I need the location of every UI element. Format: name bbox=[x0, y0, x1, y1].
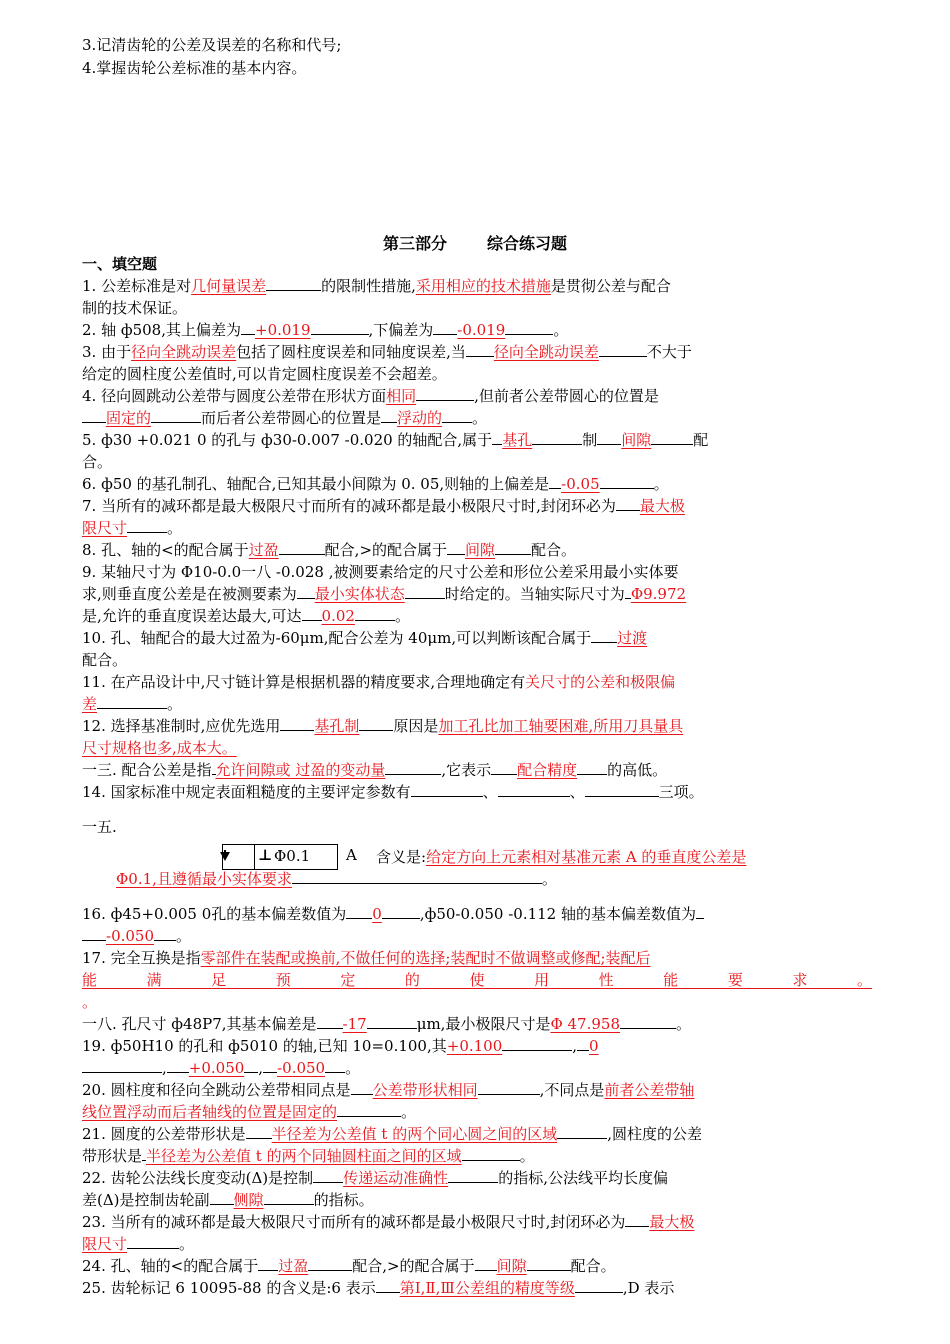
question-25: 25. 齿轮标记 6 10095-88 的含义是:6 表示 第Ⅰ,Ⅱ,Ⅲ公差组的精度等级 ,D 表示 bbox=[82, 1279, 675, 1297]
question-3-line-2: 给定的圆柱度公差值时,可以肯定圆柱度误差不会超差。 bbox=[82, 365, 447, 383]
question-20-line-1: 20. 圆柱度和径向全跳动公差带相同点是 公差带形状相同 ,不同点是前者公差带轴 bbox=[82, 1081, 695, 1099]
answer-text: 基孔制 bbox=[314, 717, 360, 735]
answer-text: 过渡 bbox=[617, 629, 648, 647]
answer-text: 固定的 bbox=[106, 409, 152, 427]
answer-text: 线位置浮动而后者轴线的位置是固定的 bbox=[82, 1103, 338, 1121]
answer-text: 间隙 bbox=[465, 541, 496, 559]
answer-text: 半径差为公差值 t 的两个同轴圆柱面之间的区域 bbox=[146, 1147, 462, 1165]
answer-text: 径向全跳动误差 bbox=[131, 343, 237, 361]
answer-text: 0 bbox=[372, 905, 382, 923]
answer-text: 基孔 bbox=[502, 431, 533, 449]
section-heading: 一、填空题 bbox=[82, 255, 158, 273]
question-15-line-1: 含义是:给定方向上元素相对基准元素 A 的垂直度公差是 bbox=[376, 848, 747, 866]
question-9-line-2: 求,则垂直度公差是在被测要素为 最小实体状态 时给定的。当轴实际尺寸为 Φ9.972 bbox=[82, 585, 687, 603]
question-12-line-1: 12. 选择基准制时,应优先选用 基孔制 原因是加工孔比加工轴要困难,所用刀具量具 bbox=[82, 717, 684, 735]
question-23-line-2: 限尺寸 。 bbox=[82, 1235, 195, 1253]
answer-text: -0.050 bbox=[277, 1059, 326, 1077]
answer-text: 相同 bbox=[386, 387, 417, 405]
question-16-line-1: 16. ф45+0.005 0孔的基本偏差数值为 0 ,ф50-0.050 -0.112 轴的基本偏差数值为 bbox=[82, 903, 872, 925]
question-5-line-1: 5. ф30 +0.021 0 的孔与 ф30-0.007 -0.020 的轴配合,属于 基孔 制 间隙 配 bbox=[82, 431, 709, 449]
question-17-line-1: 17. 完全互换是指零部件在装配或换前,不做任何的选择;装配时不做调整或修配;装配后 bbox=[82, 949, 651, 967]
answer-text: 前者公差带轴 bbox=[604, 1081, 695, 1099]
answer-text: +0.019 bbox=[255, 321, 311, 339]
question-2: 2. 轴 ф508,其上偏差为 +0.019 ,下偏差为 -0.019 。 bbox=[82, 321, 569, 339]
answer-text: 限尺寸 bbox=[82, 1235, 128, 1253]
answer-text: -17 bbox=[342, 1015, 367, 1033]
answer-text: -0.019 bbox=[457, 321, 506, 339]
answer-text: 第Ⅰ,Ⅱ,Ⅲ公差组的精度等级 bbox=[399, 1279, 575, 1297]
answer-text: 尺寸规格也多,成本大。 bbox=[82, 739, 237, 757]
question-14: 14. 国家标准中规定表面粗糙度的主要评定参数有 、 、 三项。 bbox=[82, 783, 704, 801]
answer-text: 加工孔比加工轴要困难,所用刀具量具 bbox=[438, 717, 684, 735]
answer-text: 差 bbox=[82, 695, 98, 713]
question-10-line-1: 10. 孔、轴配合的最大过盈为-60μm,配合公差为 40μm,可以判断该配合属于 过渡 bbox=[82, 629, 648, 647]
answer-text: 径向全跳动误差 bbox=[493, 343, 599, 361]
question-7-line-2: 限尺寸 。 bbox=[82, 519, 183, 537]
answer-text: 传递运动准确性 bbox=[343, 1169, 449, 1187]
answer-text: 过盈 bbox=[278, 1257, 309, 1275]
question-4-line-1: 4. 径向圆跳动公差带与圆度公差带在形状方面相同 ,但前者公差带圆心的位置是 bbox=[82, 387, 659, 405]
answer-text: Φ9.972 bbox=[630, 585, 687, 603]
intro-item-4: 4.掌握齿轮公差标准的基本内容。 bbox=[82, 59, 307, 77]
answer-text: +0.100 bbox=[446, 1037, 503, 1055]
answer-text: 0 bbox=[589, 1037, 599, 1055]
answer-text: 侧隙 bbox=[233, 1191, 264, 1209]
question-15-line-2: Φ0.1,且遵循最小实体要求 。 bbox=[116, 870, 557, 888]
tolerance-value: Φ0.1 bbox=[274, 847, 311, 865]
answer-text: -0.050 bbox=[106, 927, 155, 945]
answer-text: 间隙 bbox=[621, 431, 652, 449]
question-21-line-1: 21. 圆度的公差带形状是 半径差为公差值 t 的两个同心圆之间的区域 ,圆柱度的公差 bbox=[82, 1125, 702, 1143]
question-11-line-1: 11. 在产品设计中,尺寸链计算是根据机器的精度要求,合理地确定有关尺寸的公差和极限偏 bbox=[82, 673, 676, 691]
answer-text: 最小实体状态 bbox=[314, 585, 405, 603]
answer-text: Φ0.1,且遵循最小实体要求 bbox=[116, 870, 292, 888]
answer-text: 最大极 bbox=[649, 1213, 695, 1231]
question-3-line-1: 3. 由于径向全跳动误差包括了圆柱度误差和同轴度误差,当 径向全跳动误差 不大于 bbox=[82, 343, 692, 361]
question-17-line-3: 。 bbox=[82, 993, 98, 1011]
answer-text: 浮动的 bbox=[397, 409, 443, 427]
question-10-line-2: 配合。 bbox=[82, 651, 128, 669]
answer-text: 零部件在装配或换前,不做任何的选择;装配时不做调整或修配;装配后 bbox=[200, 949, 651, 967]
question-8: 8. 孔、轴的<的配合属于过盈 配合,>的配合属于 间隙 配合。 bbox=[82, 541, 577, 559]
question-22-line-2: 差(Δ)是控制齿轮副 侧隙 的指标。 bbox=[82, 1191, 374, 1209]
question-18: 一八. 孔尺寸 ф48P7,其基本偏差是 -17 μm,最小极限尺寸是Φ 47.958 。 bbox=[82, 1015, 692, 1033]
answer-text: +0.050 bbox=[188, 1059, 245, 1077]
page-title bbox=[0, 231, 950, 254]
question-24: 24. 孔、轴的<的配合属于 过盈 配合,>的配合属于 间隙 配合。 bbox=[82, 1257, 616, 1275]
question-12-line-2 bbox=[82, 737, 872, 759]
question-1-line-1: 1. 公差标准是对几何量误差 的限制性措施,采用相应的技术措施是贯彻公差与配合 bbox=[82, 277, 671, 295]
answer-text: 间隙 bbox=[496, 1257, 527, 1275]
question-19-line-2: , +0.050 , -0.050 。 bbox=[82, 1057, 872, 1079]
title-part: 第三部分 bbox=[382, 234, 447, 253]
geometric-tolerance-frame bbox=[208, 844, 338, 870]
answer-text: 配合精度 bbox=[517, 761, 578, 779]
question-15-label: 一五. bbox=[82, 818, 117, 836]
answer-text: Φ 47.958 bbox=[550, 1015, 621, 1033]
title-name: 综合练习题 bbox=[487, 234, 568, 253]
answer-text: 公差带形状相同 bbox=[372, 1081, 478, 1099]
question-17-line-2 bbox=[82, 969, 872, 991]
question-20-line-2: 线位置浮动而后者轴线的位置是固定的 。 bbox=[82, 1103, 417, 1121]
answer-text: 几何量误差 bbox=[191, 277, 267, 295]
question-4-line-2: 固定的 而后者公差带圆心的位置是 浮动的 。 bbox=[82, 407, 872, 429]
leader-arrow-icon bbox=[220, 852, 230, 861]
intro-item-3: 3.记清齿轮的公差及误差的名称和代号; bbox=[82, 36, 342, 54]
question-23-line-1: 23. 当所有的减环都是最大极限尺寸而所有的减环都是最小极限尺寸时,封闭环必为 最大极 bbox=[82, 1213, 695, 1231]
answer-text: 能 满 足 预 定 的 使 用 性 能 要 求 。 bbox=[82, 971, 872, 989]
question-5-line-2: 合。 bbox=[82, 453, 113, 471]
answer-text: 限尺寸 bbox=[82, 519, 128, 537]
question-11-line-2: 差 。 bbox=[82, 695, 183, 713]
answer-text: 0.02 bbox=[321, 607, 355, 625]
answer-text: 半径差为公差值 t 的两个同心圆之间的区域 bbox=[271, 1125, 558, 1143]
question-9-line-3: 是,允许的垂直度误差达最大,可达 0.02 。 bbox=[82, 607, 410, 625]
answer-text: 最大极 bbox=[639, 497, 685, 515]
question-22-line-1: 22. 齿轮公法线长度变动(Δ)是控制 传递运动准确性 的指标,公法线平均长度偏 bbox=[82, 1169, 668, 1187]
question-19-line-1: 19. ф50H10 的孔和 ф5010 的轴,已知 10=0.100,其+0.100 , 0 bbox=[82, 1037, 599, 1055]
answer-text: 关尺寸的公差和极限偏 bbox=[525, 673, 676, 691]
question-9-line-1: 9. 某轴尺寸为 Φ10-0.0一八 -0.028 ,被测要素给定的尺寸公差和形位公差采用最小实体要 bbox=[82, 563, 679, 581]
question-13: 一三. 配合公差是指 允许间隙或 过盈的变动量 ,它表示 配合精度 的高低。 bbox=[82, 761, 668, 779]
question-1-line-2: 制的技术保证。 bbox=[82, 299, 188, 317]
question-21-line-2: 带形状是 半径差为公差值 t 的两个同轴圆柱面之间的区域 。 bbox=[82, 1147, 535, 1165]
question-6: 6. ф50 的基孔制孔、轴配合,已知其最小间隙为 0. 05,则轴的上偏差是 -0.05 。 bbox=[82, 475, 669, 493]
question-7-line-1: 7. 当所有的减环都是最大极限尺寸而所有的减环都是最小极限尺寸时,封闭环必为 最大极 bbox=[82, 497, 685, 515]
perpendicularity-icon: ⊥ bbox=[258, 846, 273, 864]
answer-text: -0.05 bbox=[561, 475, 600, 493]
answer-text: 过盈 bbox=[248, 541, 279, 559]
datum-label: A bbox=[346, 846, 357, 864]
answer-text: 采用相应的技术措施 bbox=[415, 277, 551, 295]
answer-text: 允许间隙或 过盈的变动量 bbox=[215, 761, 386, 779]
answer-text: 给定方向上元素相对基准元素 A 的垂直度公差是 bbox=[426, 848, 747, 866]
question-16-line-2: -0.050 。 bbox=[82, 925, 872, 947]
